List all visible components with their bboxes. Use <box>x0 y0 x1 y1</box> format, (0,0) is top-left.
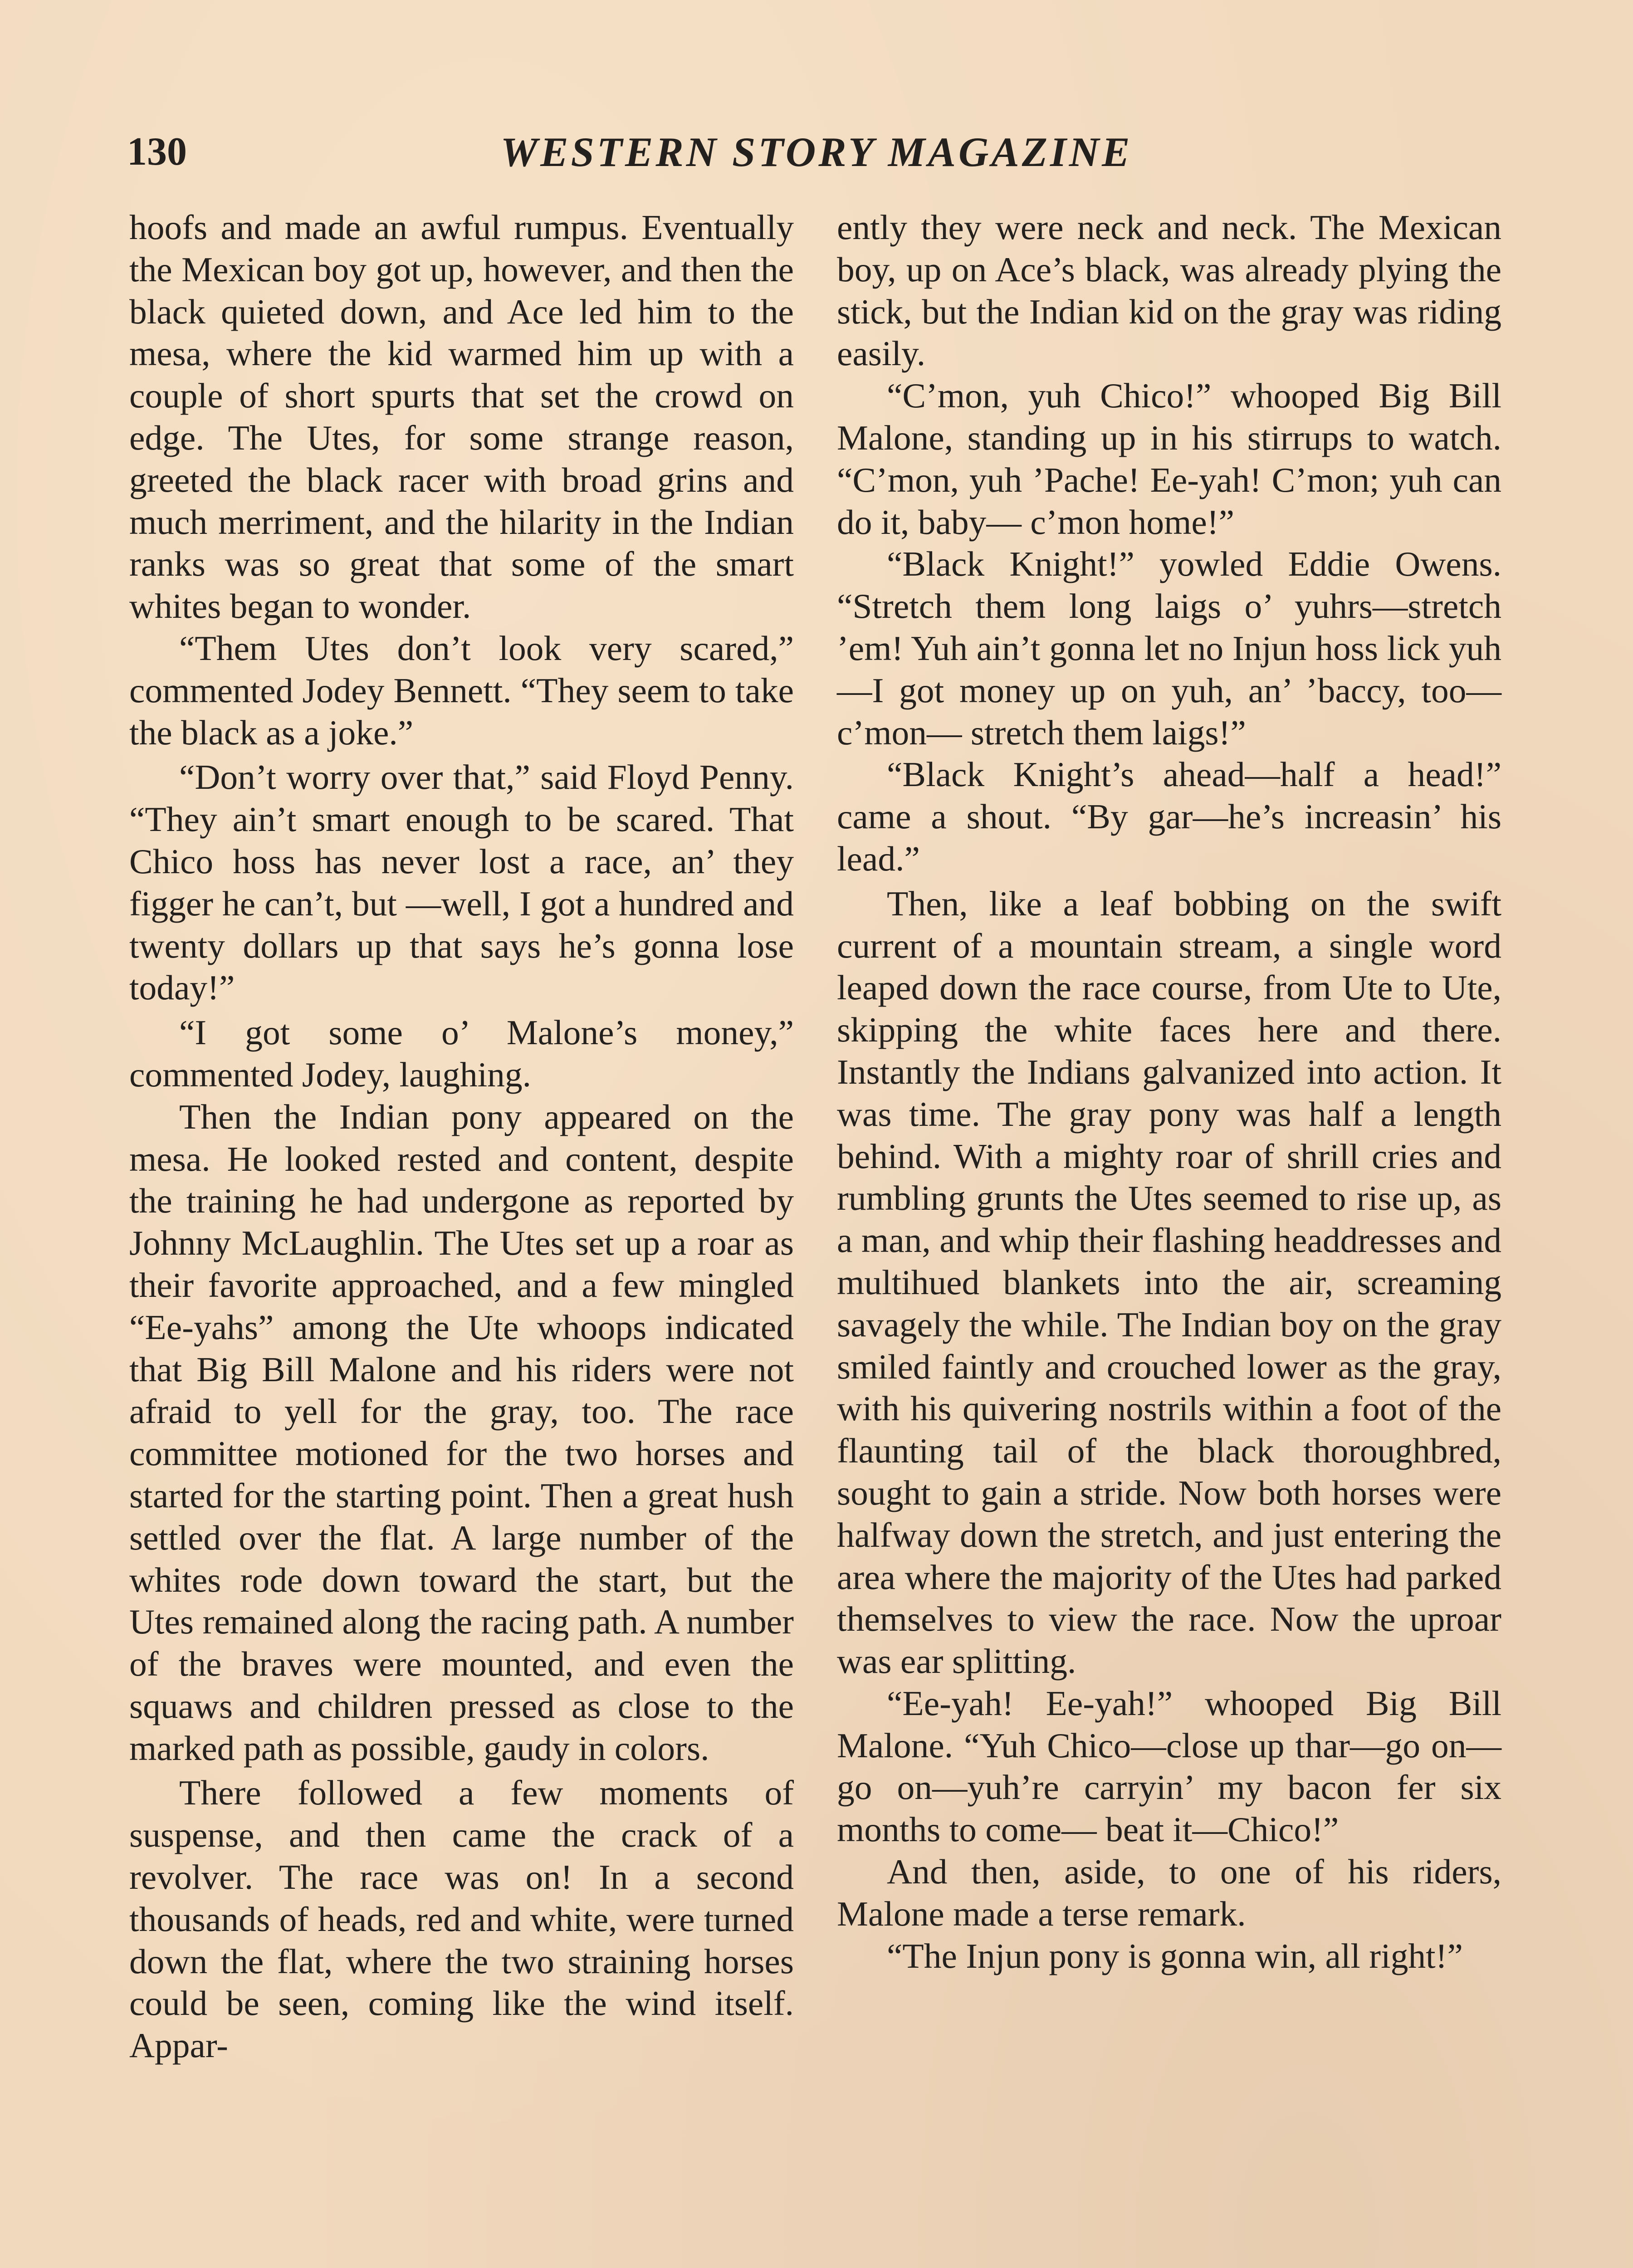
paragraph: “Them Utes don’t look very scared,” commented Jodey Bennett. “They seem to take the black as a joke.” <box>129 628 794 752</box>
left-text-column <box>129 206 794 2067</box>
paragraph: “Black Knight’s ahead—half a head!” came a shout. “By gar—he’s increasin’ his lead.” <box>837 755 1501 878</box>
paragraph: Then the Indian pony appeared on the mesa. He looked rested and content, despite the training he had undergone as reported by Johnny McLaughlin. The Utes set up a roar as their favorite approached, and a few mingled “Ee-yahs” among the Ute whoops indicated that Big Bill Malone and his riders were not afraid to yell for the gray, too. The race committee motioned for the two horses and started for the starting point. Then a great hush settled over the flat. A large number of the whites rode down toward the start, but the Utes remained along the racing path. A number of the braves were mounted, and even the squaws and children pressed as close to the marked path as possible, gaudy in colors. <box>129 1097 794 1768</box>
paragraph: ently they were neck and neck. The Mexican boy, up on Ace’s black, was already plying the stick, but the Indian kid on the gray was riding easily. <box>837 208 1501 373</box>
magazine-title: WESTERN STORY MAGAZINE <box>500 129 1133 175</box>
paragraph: “Ee-yah! Ee-yah!” whooped Big Bill Malone. “Yuh Chico—close up thar—go on—go on—yuh’re carryin’ my bacon fer six months to come— beat it—Chico!” <box>837 1683 1501 1849</box>
paragraph: “Black Knight!” yowled Eddie Owens. “Stretch them long laigs o’ yuhrs—stretch ’em! Yuh ain’t gonna let no Injun hoss lick yuh—I got money up on yuh, an’ ’baccy, too—c’mon— stretch them laigs!” <box>837 544 1501 752</box>
paragraph: hoofs and made an awful rumpus. Eventually the Mexican boy got up, however, and then the black quieted down, and Ace led him to the mesa, where the kid warmed him up with a couple of short spurts that set the crowd on edge. The Utes, for some strange reason, greeted the black racer with broad grins and much merriment, and the hilarity in the Indian ranks was so great that some of the smart whites began to wonder. <box>129 208 794 626</box>
paragraph: There followed a few moments of suspense, and then came the crack of a revolver. The race was on! In a second thousands of heads, red and white, were turned down the flat, where the two straining horses could be seen, coming like the wind itself. Appar- <box>129 1773 794 2065</box>
paragraph: And then, aside, to one of his riders, Malone made a terse remark. <box>837 1852 1501 1933</box>
running-head <box>127 122 1506 181</box>
page-number: 130 <box>127 130 187 174</box>
right-text-column <box>837 206 1501 1977</box>
paragraph: “C’mon, yuh Chico!” whooped Big Bill Malone, standing up in his stirrups to watch. “C’mon, yuh ’Pache! Ee-yah! C’mon; yuh can do it, baby— c’mon home!” <box>837 376 1501 542</box>
paragraph: “The Injun pony is gonna win, all right!” <box>887 1936 1463 1975</box>
paragraph: “Don’t worry over that,” said Floyd Penny. “They ain’t smart enough to be scared. That Chico hoss has never lost a race, an’ they figger he can’t, but —well, I got a hundred and twenty dollars up that says he’s gonna lose today!” <box>129 758 794 1007</box>
paragraph: Then, like a leaf bobbing on the swift current of a mountain stream, a single word leaped down the race course, from Ute to Ute, skipping the white faces here and there. Instantly the Indians galvanized into action. It was time. The gray pony was half a length behind. With a mighty roar of shrill cries and rumbling grunts the Utes seemed to rise up, as a man, and whip their flashing headdresses and multihued blankets into the air, screaming savagely the while. The Indian boy on the gray smiled faintly and crouched lower as the gray, with his quivering nostrils within a foot of the flaunting tail of the black thoroughbred, sought to gain a stride. Now both horses were halfway down the stretch, and just entering the area where the majority of the Utes had parked themselves to view the race. Now the uproar was ear splitting. <box>837 884 1501 1681</box>
paragraph: “I got some o’ Malone’s money,” commented Jodey, laughing. <box>129 1013 794 1094</box>
